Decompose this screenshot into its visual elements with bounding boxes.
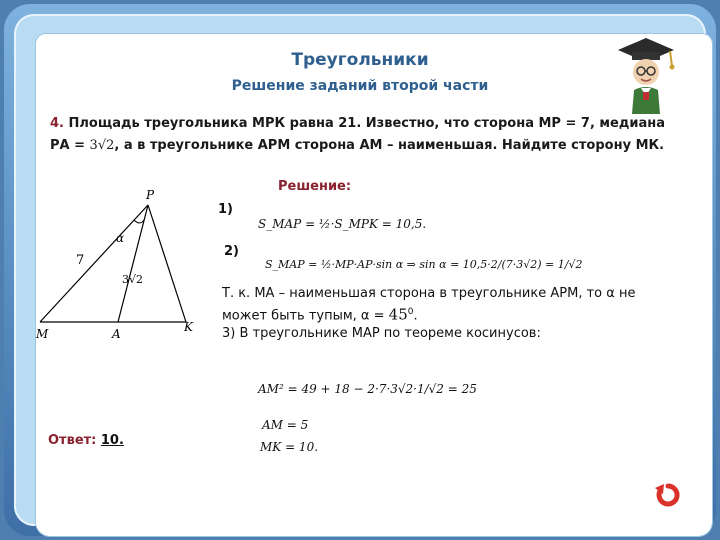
answer-value: 10. [100, 433, 124, 448]
label-side-7: 7 [76, 253, 85, 268]
return-arrow-icon[interactable] [650, 478, 684, 512]
solution-angle-degree: 0 [407, 307, 414, 317]
task-line-2-prefix: РА = [50, 138, 90, 153]
task-statement [50, 113, 670, 157]
step-1-label: 1) [218, 202, 233, 217]
answer [48, 433, 124, 448]
solution-heading: Решение: [278, 179, 352, 194]
slide-title: Треугольники [291, 50, 429, 70]
solution-text-line-3: 3) В треугольнике МАР по теореме косинусов: [222, 326, 541, 342]
label-a: A [112, 327, 121, 341]
side-pk [148, 205, 186, 322]
solution-text [222, 285, 682, 343]
slide-subtitle: Решение заданий второй части [231, 78, 489, 94]
task-median-expression: 3√2 [89, 138, 115, 153]
angle-alpha-arc [134, 220, 144, 223]
label-m: M [36, 327, 49, 341]
solution-text-line-2-suffix: . [413, 308, 418, 324]
step-2-formula: S_MAP = ½·MP·AP·sin α ⇒ sin α = 10,5·2/(7·3√2) = 1/√2 [265, 258, 583, 271]
step-2-label: 2) [224, 244, 239, 259]
graduate-mascot-icon [610, 30, 682, 118]
triangle-figure [30, 186, 210, 346]
mk-result: MK = 10. [260, 440, 319, 454]
label-k: K [184, 320, 193, 334]
solution-angle-value: 45 [388, 305, 408, 324]
task-line-1: Площадь треугольника МРК равна 21. Известно, что сторона МР = 7, медиана [63, 116, 665, 131]
solution-text-line-1: Т. к. МА – наименьшая сторона в треугольнике АРМ, то α не [222, 286, 636, 301]
answer-label: Ответ: [48, 433, 101, 448]
step-1-formula: S_MAP = ½·S_MPK = 10,5. [258, 217, 427, 231]
solution-text-line-2-prefix: может быть тупым, α = [222, 308, 389, 324]
label-median-3root2: 3√2 [122, 273, 144, 286]
cosine-law-formula: AM² = 49 + 18 − 2·7·3√2·1/√2 = 25 [258, 382, 477, 396]
median-pa [118, 205, 148, 322]
task-line-2-suffix: , а в треугольнике АРМ сторона АМ – наименьшая. Найдите сторону МК. [114, 138, 665, 153]
task-number: 4. [50, 116, 64, 131]
am-result: AM = 5 [262, 418, 309, 432]
label-p: P [146, 188, 155, 202]
side-pm [40, 205, 148, 322]
label-alpha: α [116, 231, 125, 245]
